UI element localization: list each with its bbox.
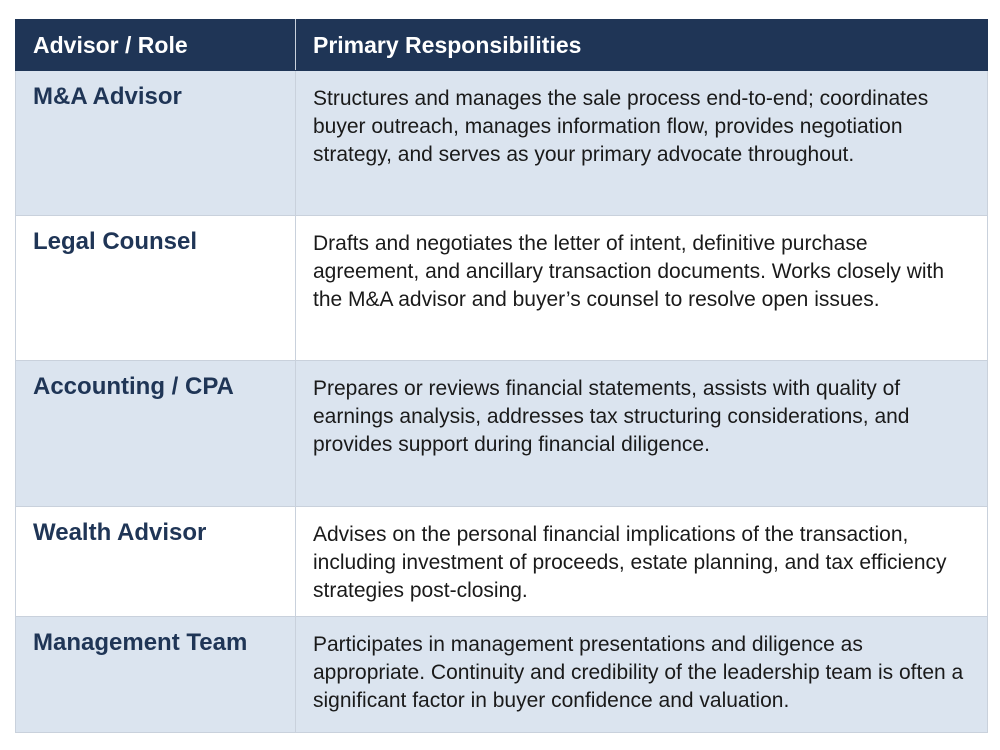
responsibilities-cell: Participates in management presentations and diligence as appropriate. Continuity and credibility of the leadership team is often a significant factor in buyer confidence and valuation. xyxy=(296,617,988,733)
table-row xyxy=(16,216,988,361)
advisor-roles-table-container xyxy=(15,19,987,733)
responsibilities-cell: Structures and manages the sale process end-to-end; coordinates buyer outreach, manages information flow, provides negotiation strategy, and serves as your primary advocate throughout. xyxy=(296,71,988,216)
responsibilities-cell: Advises on the personal financial implications of the transaction, including investment of proceeds, estate planning, and tax efficiency strategies post-closing. xyxy=(296,507,988,617)
responsibilities-cell: Drafts and negotiates the letter of intent, definitive purchase agreement, and ancillary transaction documents. Works closely with the M&A advisor and buyer’s counsel to resolve open issues. xyxy=(296,216,988,361)
column-header-responsibilities: Primary Responsibilities xyxy=(296,20,988,71)
advisor-roles-table xyxy=(15,19,988,733)
role-cell: Management Team xyxy=(16,617,296,733)
responsibilities-cell: Prepares or reviews financial statements, assists with quality of earnings analysis, addresses tax structuring considerations, and provides support during financial diligence. xyxy=(296,361,988,507)
table-row xyxy=(16,361,988,507)
role-cell: Accounting / CPA xyxy=(16,361,296,507)
role-cell: M&A Advisor xyxy=(16,71,296,216)
table-header-row xyxy=(16,20,988,71)
table-row xyxy=(16,507,988,617)
table-row xyxy=(16,617,988,733)
column-header-role: Advisor / Role xyxy=(16,20,296,71)
role-cell: Wealth Advisor xyxy=(16,507,296,617)
role-cell: Legal Counsel xyxy=(16,216,296,361)
table-row xyxy=(16,71,988,216)
